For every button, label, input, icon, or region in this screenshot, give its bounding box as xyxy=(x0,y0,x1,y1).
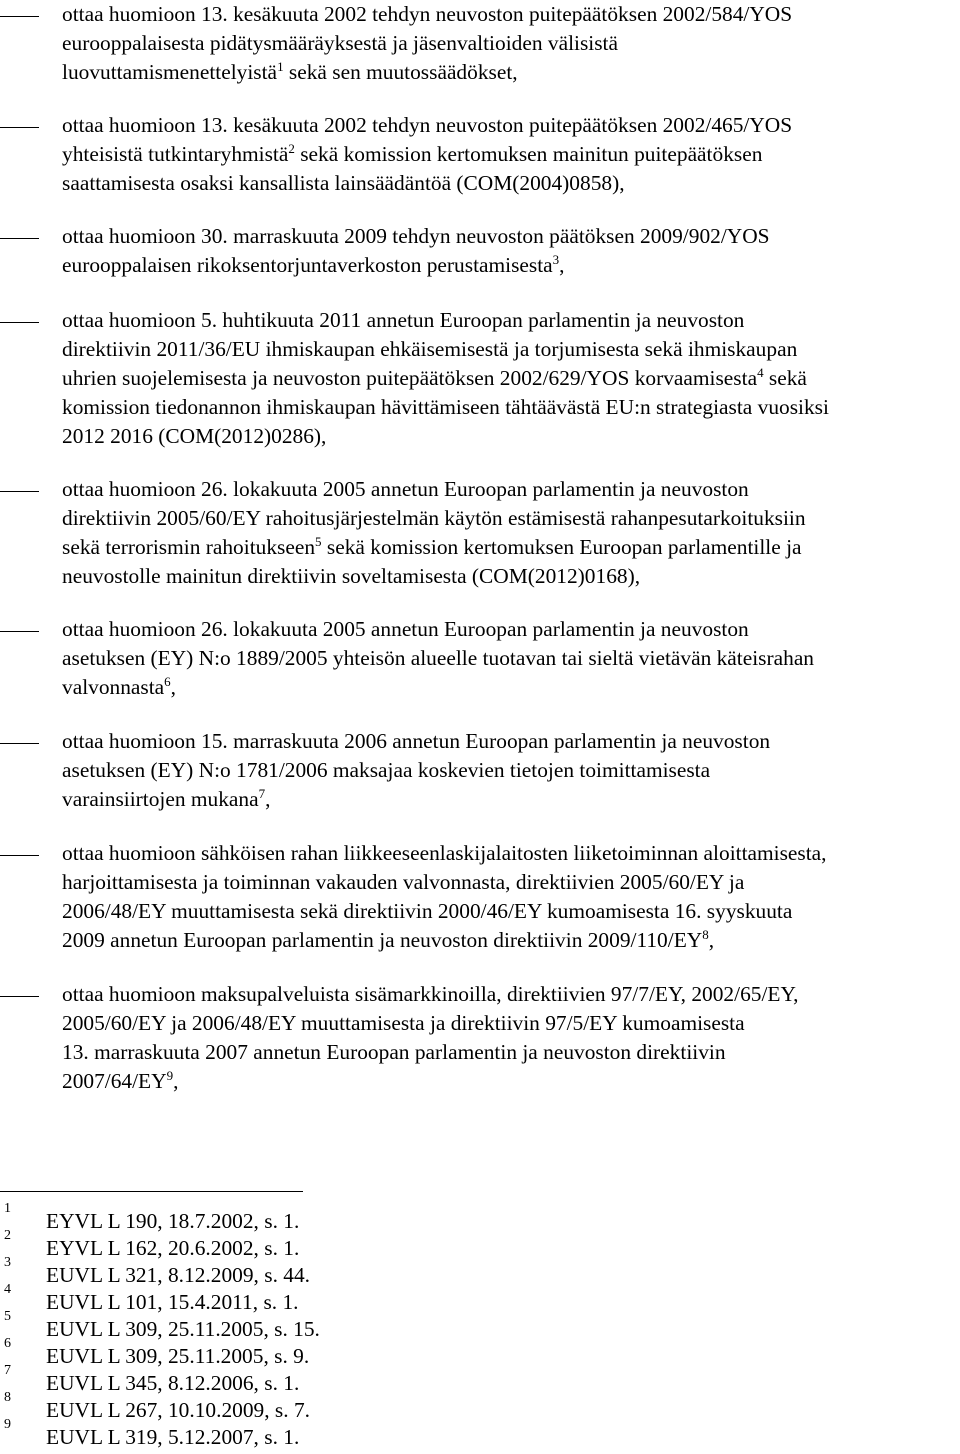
list-dash xyxy=(0,238,39,239)
text-line xyxy=(62,169,960,198)
text-line xyxy=(62,562,960,591)
text-line xyxy=(62,0,960,29)
text-line xyxy=(62,868,960,897)
recital-text xyxy=(62,839,960,955)
text-line xyxy=(62,29,960,58)
text-segment: varainsiirtojen mukana xyxy=(62,787,259,811)
footnote-ref[interactable]: 1 xyxy=(277,59,284,74)
footnote-text: EUVL L 309, 25.11.2005, s. 9. xyxy=(46,1344,310,1368)
footnote-ref[interactable]: 5 xyxy=(315,534,322,549)
footnote xyxy=(0,1390,960,1424)
footnote-separator xyxy=(0,1191,303,1192)
text-line xyxy=(62,222,960,251)
text-line xyxy=(62,251,960,280)
text-line xyxy=(62,644,960,673)
text-segment: ottaa huomioon 5. huhtikuuta 2011 annetun Euroopan parlamentin ja neuvoston xyxy=(62,308,745,332)
text-segment: 2012 2016 (COM(2012)0286), xyxy=(62,424,327,448)
recital-text xyxy=(62,475,960,591)
footnote xyxy=(0,1363,960,1397)
text-line xyxy=(62,393,960,422)
list-dash xyxy=(0,855,39,856)
footnote-number: 4 xyxy=(4,1282,11,1297)
footnote xyxy=(0,1228,960,1262)
list-dash xyxy=(0,491,39,492)
footnote-number: 3 xyxy=(4,1255,11,1270)
footnote-text: EUVL L 345, 8.12.2006, s. 1. xyxy=(46,1371,300,1395)
footnote-text: EUVL L 321, 8.12.2009, s. 44. xyxy=(46,1263,310,1287)
footnote xyxy=(0,1255,960,1289)
text-segment: yhteisistä tutkintaryhmistä xyxy=(62,142,289,166)
footnote-number: 6 xyxy=(4,1336,11,1351)
text-segment: saattamisesta osaksi kansallista lainsäädäntöä (COM(2004)0858), xyxy=(62,171,625,195)
footnote-number: 9 xyxy=(4,1417,11,1432)
text-segment: , xyxy=(170,675,177,699)
list-dash xyxy=(0,996,39,997)
text-line xyxy=(62,897,960,926)
text-line xyxy=(62,1038,960,1067)
footnote-ref[interactable]: 4 xyxy=(757,365,764,380)
text-line xyxy=(62,364,960,393)
text-segment: uhrien suojelemisesta ja neuvoston puitepäätöksen 2002/629/YOS korvaamisesta xyxy=(62,366,758,390)
footnote-number: 7 xyxy=(4,1363,11,1378)
text-line xyxy=(62,504,960,533)
footnote-number: 2 xyxy=(4,1228,11,1243)
footnote-ref[interactable]: 6 xyxy=(164,674,171,689)
recital-text xyxy=(62,0,960,87)
footnote-text: EUVL L 309, 25.11.2005, s. 15. xyxy=(46,1317,320,1341)
list-dash xyxy=(0,16,39,17)
text-segment: ottaa huomioon 30. marraskuuta 2009 tehdyn neuvoston päätöksen 2009/902/YOS xyxy=(62,224,770,248)
footnote xyxy=(0,1282,960,1316)
text-segment: sekä xyxy=(763,366,807,390)
footnote xyxy=(0,1417,960,1451)
footnote-ref[interactable]: 3 xyxy=(552,252,560,267)
text-line xyxy=(62,475,960,504)
text-segment: 2005/60/EY ja 2006/48/EY muuttamisesta ja direktiivin 97/5/EY kumoamisesta xyxy=(62,1011,745,1035)
text-line xyxy=(62,58,960,87)
list-dash xyxy=(0,743,39,744)
footnote-number: 8 xyxy=(4,1390,11,1405)
text-segment: , xyxy=(265,787,271,811)
footnote-text: EYVL L 190, 18.7.2002, s. 1. xyxy=(46,1209,300,1233)
text-segment: neuvostolle mainitun direktiivin soveltamisesta (COM(2012)0168), xyxy=(62,564,641,588)
text-segment: direktiivin 2011/36/EU ihmiskaupan ehkäisemisestä ja torjumisesta sekä ihmiskaupan xyxy=(62,337,798,361)
text-segment: ottaa huomioon sähköisen rahan liikkeeseenlaskijalaitosten liiketoiminnan aloittamisesta, xyxy=(62,841,827,865)
footnote xyxy=(0,1201,960,1235)
text-line xyxy=(62,727,960,756)
footnote-text: EYVL L 162, 20.6.2002, s. 1. xyxy=(46,1236,300,1260)
text-segment: komission tiedonannon ihmiskaupan hävittämiseen tähtäävästä EU:n strategiasta vuosiksi xyxy=(62,395,829,419)
text-segment: , xyxy=(559,253,565,277)
text-segment: sekä komission kertomuksen Euroopan parlamentille ja xyxy=(321,535,802,559)
footnote-number: 1 xyxy=(4,1201,11,1216)
text-segment: asetuksen (EY) N:o 1781/2006 maksajaa koskevien tietojen toimittamisesta xyxy=(62,758,711,782)
footnote-ref[interactable]: 8 xyxy=(702,927,709,942)
footnote xyxy=(0,1309,960,1343)
text-line xyxy=(62,785,960,814)
text-segment: , xyxy=(708,928,715,952)
recital-text xyxy=(62,222,960,280)
text-segment: harjoittamisesta ja toiminnan vakauden valvonnasta, direktiivien 2005/60/EY ja xyxy=(62,870,745,894)
footnote-number: 5 xyxy=(4,1309,11,1324)
recital-text xyxy=(62,980,960,1096)
footnote-text: EUVL L 319, 5.12.2007, s. 1. xyxy=(46,1425,300,1449)
text-segment: sekä sen muutossäädökset, xyxy=(283,60,518,84)
footnote-ref[interactable]: 2 xyxy=(288,141,295,156)
text-segment: 2006/48/EY muuttamisesta sekä direktiivin 2000/46/EY kumoamisesta 16. syyskuuta xyxy=(62,899,793,923)
text-segment: eurooppalaisen rikoksentorjuntaverkoston perustamisesta xyxy=(62,253,553,277)
text-line xyxy=(62,1009,960,1038)
text-segment: asetuksen (EY) N:o 1889/2005 yhteisön alueelle tuotavan tai sieltä vietävän käteisrahan xyxy=(62,646,815,670)
text-segment: luovuttamismenettelyistä xyxy=(62,60,278,84)
list-dash xyxy=(0,127,39,128)
text-line xyxy=(62,422,960,451)
footnote-ref[interactable]: 9 xyxy=(166,1068,174,1083)
footnote-text: EUVL L 267, 10.10.2009, s. 7. xyxy=(46,1398,310,1422)
recital-text xyxy=(62,111,960,198)
text-line xyxy=(62,615,960,644)
text-segment: eurooppalaisesta pidätysmääräyksestä ja jäsenvaltioiden välisistä xyxy=(62,31,618,55)
text-line xyxy=(62,756,960,785)
text-line xyxy=(62,335,960,364)
text-line xyxy=(62,673,960,702)
text-segment: sekä komission kertomuksen mainitun puitepäätöksen xyxy=(294,142,763,166)
text-segment: 13. marraskuuta 2007 annetun Euroopan parlamentin ja neuvoston direktiivin xyxy=(62,1040,726,1064)
text-segment: ottaa huomioon 13. kesäkuuta 2002 tehdyn neuvoston puitepäätöksen 2002/465/YOS xyxy=(62,113,793,137)
text-segment: 2009 annetun Euroopan parlamentin ja neuvoston direktiivin 2009/110/EY xyxy=(62,928,703,952)
text-line xyxy=(62,980,960,1009)
footnote xyxy=(0,1336,960,1370)
footnote-text: EUVL L 101, 15.4.2011, s. 1. xyxy=(46,1290,299,1314)
text-segment: direktiivin 2005/60/EY rahoitusjärjestelmän käytön estämisestä rahanpesutarkoituksiin xyxy=(62,506,806,530)
text-line xyxy=(62,926,960,955)
text-segment: sekä terrorismin rahoitukseen xyxy=(62,535,316,559)
text-segment: , xyxy=(173,1069,179,1093)
list-dash xyxy=(0,322,39,323)
text-segment: ottaa huomioon 26. lokakuuta 2005 annetun Euroopan parlamentin ja neuvoston xyxy=(62,617,749,641)
text-segment: ottaa huomioon maksupalveluista sisämarkkinoilla, direktiivien 97/7/EY, 2002/65/EY, xyxy=(62,982,799,1006)
text-segment: ottaa huomioon 15. marraskuuta 2006 annetun Euroopan parlamentin ja neuvoston xyxy=(62,729,771,753)
recital-text xyxy=(62,727,960,814)
text-segment: ottaa huomioon 26. lokakuuta 2005 annetun Euroopan parlamentin ja neuvoston xyxy=(62,477,749,501)
text-line xyxy=(62,1067,960,1096)
text-line xyxy=(62,839,960,868)
text-segment: 2007/64/EY xyxy=(62,1069,167,1093)
text-segment: ottaa huomioon 13. kesäkuuta 2002 tehdyn neuvoston puitepäätöksen 2002/584/YOS xyxy=(62,2,793,26)
recital-text xyxy=(62,615,960,702)
recital-text xyxy=(62,306,960,451)
footnote-ref[interactable]: 7 xyxy=(258,786,266,801)
text-line xyxy=(62,111,960,140)
text-line xyxy=(62,140,960,169)
text-line xyxy=(62,306,960,335)
text-line xyxy=(62,533,960,562)
list-dash xyxy=(0,631,39,632)
text-segment: valvonnasta xyxy=(62,675,165,699)
